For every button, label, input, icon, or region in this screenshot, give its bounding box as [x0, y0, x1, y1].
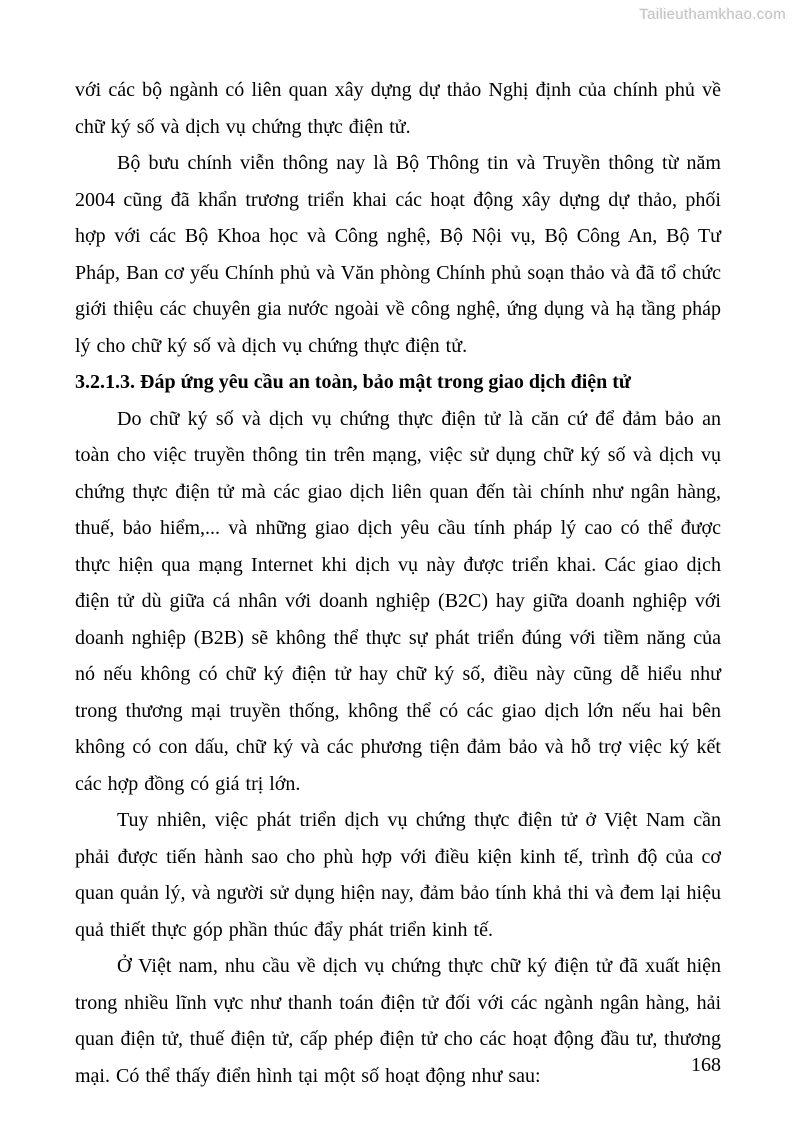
paragraph: Tuy nhiên, việc phát triển dịch vụ chứng thực điện tử ở Việt Nam cần phải được tiến hành sao cho phù hợp với điều kiện kinh tế, trình độ của cơ quan quản lý, và người sử dụng hiện nay, đảm bảo tính khả thi và đem lại hiệu quả thiết thực góp phần thúc đẩy phát triển kinh tế. — [75, 809, 721, 941]
paragraph: Bộ bưu chính viễn thông nay là Bộ Thông tin và Truyền thông từ năm 2004 cũng đã khẩn trương triển khai các hoạt động xây dựng dự thảo, phối hợp với các Bộ Khoa học và Công nghệ, Bộ Nội vụ, Bộ Công An, Bộ Tư Pháp, Ban cơ yếu Chính phủ và Văn phòng Chính phủ soạn thảo và đã tổ chức giới thiệu các chuyên gia nước ngoài về công nghệ, ứng dụng và hạ tầng pháp lý cho chữ ký số và dịch vụ chứng thực điện tử. — [75, 152, 721, 357]
page-number: 168 — [691, 1054, 721, 1076]
paragraph-continuation: với các bộ ngành có liên quan xây dựng dự thảo Nghị định của chính phủ về chữ ký số và dịch vụ chứng thực điện tử. — [75, 79, 721, 138]
paragraph: Ở Việt nam, nhu cầu về dịch vụ chứng thực chữ ký điện tử đã xuất hiện trong nhiều lĩnh vực như thanh toán điện tử đối với các ngành ngân hàng, hải quan điện tử, thuế điện tử, cấp phép điện tử cho các hoạt động đầu tư, thương mại. Có thể thấy điển hình tại một số hoạt động như sau: — [75, 955, 721, 1087]
paragraph: Do chữ ký số và dịch vụ chứng thực điện tử là căn cứ để đảm bảo an toàn cho việc truyền thông tin trên mạng, việc sử dụng chữ ký số và dịch vụ chứng thực điện tử mà các giao dịch liên quan đến tài chính như ngân hàng, thuế, bảo hiểm,... và những giao dịch yêu cầu tính pháp lý cao có thể được thực hiện qua mạng Internet khi dịch vụ này được triển khai. Các giao dịch điện tử dù giữa cá nhân với doanh nghiệp (B2C) hay giữa doanh nghiệp với doanh nghiệp (B2B) sẽ không thể thực sự phát triển đúng với tiềm năng của nó nếu không có chữ ký điện tử hay chữ ký số, điều này cũng dễ hiểu như trong thương mại truyền thống, không thể có các giao dịch lớn nếu hai bên không có con dấu, chữ ký và các phương tiện đảm bảo và hỗ trợ việc ký kết các hợp đồng có giá trị lớn. — [75, 407, 721, 795]
watermark-text: Tailieuthamkhao.com — [639, 6, 786, 23]
section-heading: 3.2.1.3. Đáp ứng yêu cầu an toàn, bảo mật trong giao dịch điện tử — [75, 371, 631, 393]
page-content — [75, 72, 721, 1094]
